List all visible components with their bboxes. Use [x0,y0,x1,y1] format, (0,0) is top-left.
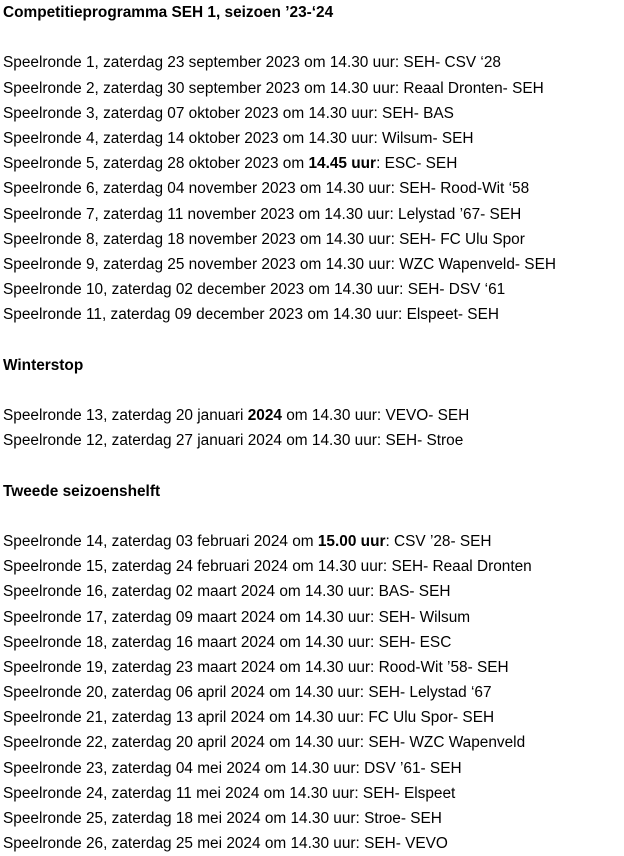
fixture-line [3,781,621,806]
fixture-line [3,101,621,126]
fixture-text: Speelronde 8, zaterdag 18 november 2023 om 14.30 uur: SEH- FC Ulu Spor [3,230,525,248]
fixture-line [3,680,621,705]
fixture-text: Speelronde 14, zaterdag 03 februari 2024 om [3,532,318,550]
fixture-text: Speelronde 19, zaterdag 23 maart 2024 om 14.30 uur: Rood-Wit ’58- SEH [3,658,509,676]
spacer [3,504,621,529]
fixture-text-end: : CSV ’28- SEH [385,532,492,550]
fixture-line [3,50,621,75]
fixture-text: Speelronde 9, zaterdag 25 november 2023 om 14.30 uur: WZC Wapenveld- SEH [3,255,556,273]
fixture-line [3,202,621,227]
fixture-text: Speelronde 17, zaterdag 09 maart 2024 om 14.30 uur: SEH- Wilsum [3,608,471,626]
fixture-text: Speelronde 13, zaterdag 20 januari [3,407,248,424]
winterstop-heading: Winterstop [3,356,84,374]
fixture-text: Speelronde 4, zaterdag 14 oktober 2023 om 14.30 uur: Wilsum- SEH [3,129,474,147]
fixture-line [3,630,621,655]
fixture-text: Speelronde 15, zaterdag 24 februari 2024 om 14.30 uur: SEH- Reaal Dronten [3,558,532,576]
fixture-text: Speelronde 24, zaterdag 11 mei 2024 om 14.30 uur: SEH- Elspeet [3,784,456,802]
fixture-text: Speelronde 22, zaterdag 20 april 2024 om 14.30 uur: SEH- WZC Wapenveld [3,734,526,752]
spacer [3,453,621,478]
fixture-line [3,403,621,428]
fixture-text: Speelronde 23, zaterdag 04 mei 2024 om 14.30 uur: DSV ’61- SEH [3,759,462,777]
fixture-text: Speelronde 18, zaterdag 16 maart 2024 om 14.30 uur: SEH- ESC [3,633,452,651]
spacer [3,378,621,403]
document-title: Competitieprogramma SEH 1, seizoen ’23-‘24 [3,4,334,21]
fixture-line [3,605,621,630]
fixture-text: Speelronde 5, zaterdag 28 oktober 2023 om [3,155,309,173]
fixture-text: Speelronde 11, zaterdag 09 december 2023 om 14.30 uur: Elspeet- SEH [3,306,499,324]
fixture-text: Speelronde 3, zaterdag 07 oktober 2023 om 14.30 uur: SEH- BAS [3,104,454,122]
fixture-text: Speelronde 21, zaterdag 13 april 2024 om 14.30 uur: FC Ulu Spor- SEH [3,709,495,727]
fixture-text: Speelronde 20, zaterdag 06 april 2024 om 14.30 uur: SEH- Lelystad ‘67 [3,684,492,702]
fixture-text: Speelronde 16, zaterdag 02 maart 2024 om 14.30 uur: BAS- SEH [3,583,451,601]
spacer [3,327,621,352]
fixture-text: Speelronde 6, zaterdag 04 november 2023 om 14.30 uur: SEH- Rood-Wit ‘58 [3,180,530,198]
fixture-line [3,756,621,781]
winter-fixtures [3,403,621,453]
fixture-line [3,277,621,302]
fixture-line [3,579,621,604]
fixture-line [3,227,621,252]
second-half-heading: Tweede seizoenshelft [3,482,161,500]
fixture-text: Speelronde 2, zaterdag 30 september 2023 om 14.30 uur: Reaal Dronten- SEH [3,79,544,97]
fixture-line [3,831,621,856]
fixture-line [3,428,621,453]
fixture-text-end: : ESC- SEH [376,155,458,173]
fixture-line [3,529,621,554]
fixture-highlight: 2024 [247,407,282,424]
fixture-text: Speelronde 25, zaterdag 18 mei 2024 om 14.30 uur: Stroe- SEH [3,810,442,827]
fixture-text-end: om 14.30 uur: VEVO- SEH [281,407,470,424]
fixture-line [3,176,621,201]
fixture-line [3,76,621,101]
fixture-line [3,806,621,831]
fixture-text: Speelronde 1, zaterdag 23 september 2023 om 14.30 uur: SEH- CSV ‘28 [3,54,501,72]
fixture-line [3,302,621,327]
fixture-line [3,730,621,755]
second-half-fixtures [3,529,621,856]
fixture-line [3,705,621,730]
fixture-text: Speelronde 12, zaterdag 27 januari 2024 om 14.30 uur: SEH- Stroe [3,432,464,450]
fixture-highlight: 15.00 uur [317,532,386,550]
fixture-line [3,655,621,680]
fixture-text: Speelronde 10, zaterdag 02 december 2023 om 14.30 uur: SEH- DSV ‘61 [3,281,506,299]
fixture-highlight: 14.45 uur [308,155,377,173]
fixture-text: Speelronde 7, zaterdag 11 november 2023 om 14.30 uur: Lelystad ’67- SEH [3,205,522,223]
spacer [3,25,621,50]
fixture-text: Speelronde 26, zaterdag 25 mei 2024 om 14.30 uur: SEH- VEVO [3,835,448,853]
fixture-line [3,252,621,277]
document [3,0,621,856]
fixture-line [3,126,621,151]
fixture-line [3,554,621,579]
fixture-line [3,151,621,176]
first-half-fixtures [3,50,621,327]
